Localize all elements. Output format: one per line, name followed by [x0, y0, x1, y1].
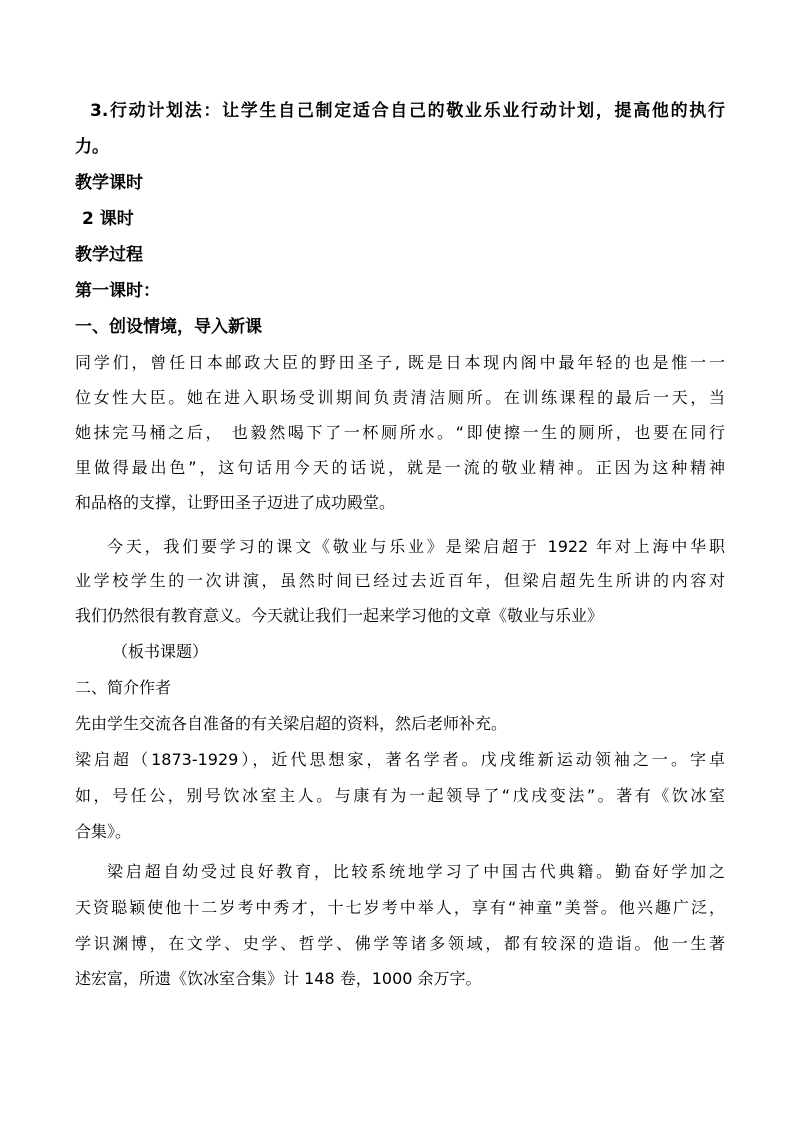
paragraph-line: 梁启超自幼受过良好教育，比较系统地学习了中国古代典籍。勤奋好学加之 [107, 862, 725, 881]
paragraph-line: 合集》。 [75, 822, 132, 841]
paragraph-line: 她抹完马桶之后， 也毅然喝下了一杯厕所水。“即使擦一生的厕所，也要在同行 [75, 423, 725, 442]
paragraph-line: 天资聪颖使他十二岁考中秀才，十七岁考中举人，享有“神童”美誉。他兴趣广泛， [75, 898, 725, 917]
method-line-continued: 力。 [75, 137, 109, 157]
heading-teaching-process: 教学过程 [75, 245, 143, 265]
board-title-note: （板书课题） [112, 642, 209, 661]
heading-section-two: 二、简介作者 [75, 678, 172, 697]
heading-first-lesson: 第一课时： [75, 281, 160, 301]
paragraph-line: 和品格的支撑，让野田圣子迈进了成功殿堂。 [75, 493, 396, 512]
paragraph-line: 述宏富，所遗《饮冰室合集》计 148 卷，1000 余万字。 [75, 969, 482, 988]
paragraph-line: 梁启超（1873-1929），近代思想家，著名学者。戊戌维新运动领袖之一。字卓 [75, 750, 725, 769]
paragraph-line: 学识渊博，在文学、史学、哲学、佛学等诸多领域，都有较深的造诣。他一生著 [75, 934, 725, 953]
method-line: 3.行动计划法：让学生自己制定适合自己的敬业乐业行动计划，提高他的执行 [90, 101, 725, 121]
paragraph-line: 先由学生交流各自准备的有关梁启超的资料，然后老师补充。 [75, 714, 508, 733]
class-hours-value: 2 课时 [82, 209, 134, 229]
heading-section-one: 一、创设情境，导入新课 [75, 317, 262, 337]
heading-class-hours: 教学课时 [75, 173, 143, 193]
paragraph-line: 今天，我们要学习的课文《敬业与乐业》是梁启超于 1922 年对上海中华职 [107, 537, 725, 556]
paragraph-line: 我们仍然很有教育意义。今天就让我们一起来学习他的文章《敬业与乐业》 [75, 606, 604, 625]
paragraph-line: 如，号任公，别号饮冰室主人。与康有为一起领导了“戊戌变法”。著有《饮冰室 [75, 786, 725, 805]
paragraph-line: 位女性大臣。她在进入职场受训期间负责清洁厕所。在训练课程的最后一天，当 [75, 388, 725, 407]
paragraph-line: 业学校学生的一次讲演，虽然时间已经过去近百年，但梁启超先生所讲的内容对 [75, 571, 725, 590]
paragraph-line: 同学们，曾任日本邮政大臣的野田圣子, 既是日本现内阁中最年轻的也是惟一一 [75, 353, 725, 372]
paragraph-line: 里做得最出色”，这句话用今天的话说，就是一流的敬业精神。正因为这种精神 [75, 458, 725, 477]
